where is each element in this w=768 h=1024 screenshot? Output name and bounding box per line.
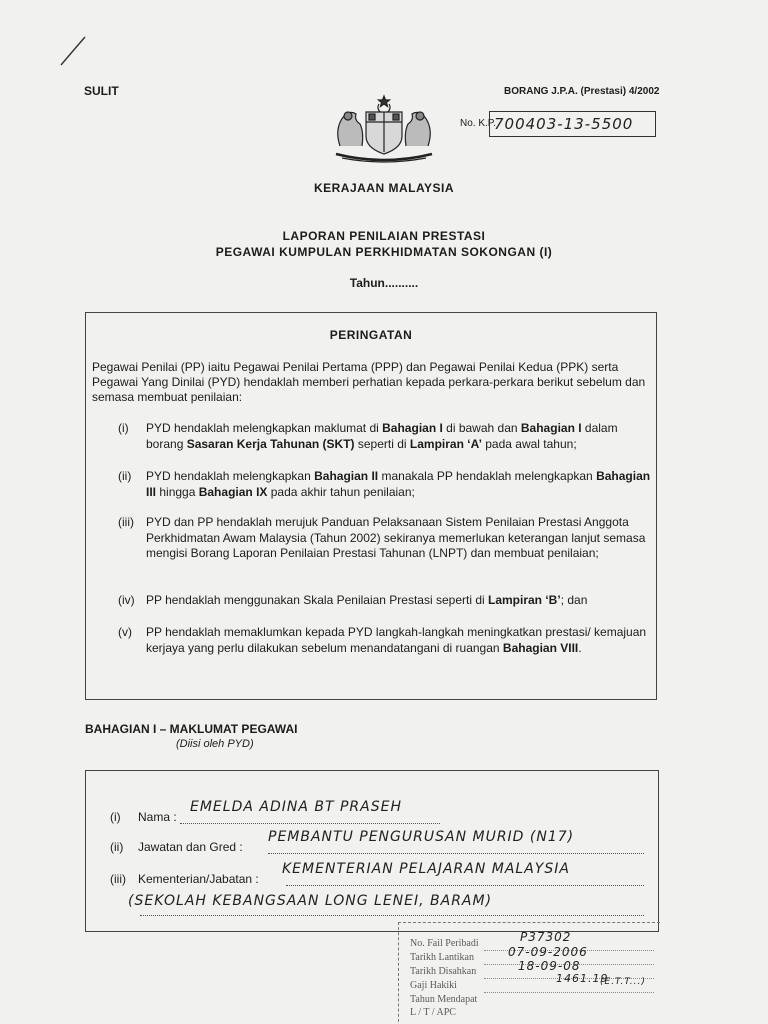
warning-item-number: (i) xyxy=(118,421,129,435)
warning-item-text: PP hendaklah menggunakan Skala Penilaian Prestasi seperti di Lampiran ‘B’; dan xyxy=(146,593,588,607)
warning-item-number: (iv) xyxy=(118,593,135,607)
warning-item-number: (iii) xyxy=(118,515,134,529)
name-field-line xyxy=(180,823,440,824)
name-field[interactable]: EMELDA ADINA BT PRASEH xyxy=(190,799,402,815)
warning-item-number: (ii) xyxy=(118,469,132,483)
report-title: LAPORAN PENILAIAN PRESTASI xyxy=(282,229,486,243)
report-subtitle: PEGAWAI KUMPULAN PERKHIDMATAN SOKONGAN (I) xyxy=(215,245,553,259)
classification-label: SULIT xyxy=(84,84,119,98)
warning-intro: Pegawai Penilai (PP) iaitu Pegawai Penilai Pertama (PPP) dan Pegawai Penilai Kedua (PPK) serta Pegawai Yang Dinilai (PYD) hendaklah memberi perhatian kepada perkara-perkara berikut sebelum dan semasa membuat penilaian: xyxy=(92,360,646,404)
field-number: (iii) xyxy=(110,872,126,886)
ministry-continuation-line xyxy=(140,915,644,916)
office-label: Gaji Hakiki xyxy=(410,980,457,991)
salary-value: 1461.19 xyxy=(556,972,609,985)
year-field: Tahun.......... xyxy=(349,276,419,290)
section-note: (Diisi oleh PYD) xyxy=(176,738,254,750)
coat-of-arms-icon xyxy=(322,94,446,164)
confirmation-date-value: 18-09-08 xyxy=(518,959,581,973)
office-label: Tahun Mendapat xyxy=(410,994,478,1005)
file-number-value: P37302 xyxy=(520,930,572,944)
ministry-line xyxy=(286,885,644,886)
warning-item-text: PYD dan PP hendaklah merujuk Panduan Pelaksanaan Sistem Penilaian Prestasi Anggota Perkhidmatan Awam Malaysia (Tahun 2002) sekiranya memerlukan keterangan lanjut semasa mengisi Borang Laporan Penilaian Prestasi Tahunan (LNPT) dan membuat penilaian; xyxy=(146,515,646,560)
pen-stroke-mark xyxy=(58,34,88,68)
office-label: L / T / APC xyxy=(410,1007,456,1018)
office-label: No. Fail Peribadi xyxy=(410,938,479,949)
form-code: BORANG J.P.A. (Prestasi) 4/2002 xyxy=(504,86,660,97)
warning-heading: PERINGATAN xyxy=(329,328,413,342)
name-label: Nama : xyxy=(138,810,177,824)
office-label: Tarikh Lantikan xyxy=(410,952,474,963)
office-label: Tarikh Disahkan xyxy=(410,966,477,977)
appointment-date-value: 07-09-2006 xyxy=(508,945,588,959)
warning-item-number: (v) xyxy=(118,625,132,639)
ministry-field[interactable]: KEMENTERIAN PELAJARAN MALAYSIA xyxy=(282,861,570,877)
ministry-label: Kementerian/Jabatan : xyxy=(138,872,259,886)
ministry-continuation-field[interactable]: (SEKOLAH KEBANGSAAN LONG LENEI, BARAM) xyxy=(128,893,493,909)
position-grade-field[interactable]: PEMBANTU PENGURUSAN MURID (N17) xyxy=(268,829,575,845)
kp-label: No. K.P. xyxy=(460,118,496,129)
position-grade-label: Jawatan dan Gred : xyxy=(138,840,243,854)
kp-value: 700403-13-5500 xyxy=(494,115,634,133)
field-number: (ii) xyxy=(110,840,124,854)
warning-item-text: PYD hendaklah melengkapkan Bahagian II manakala PP hendaklah melengkapkan Bahagian III hingga Bahagian IX pada akhir tahun penilaian; xyxy=(146,469,651,499)
section-heading: BAHAGIAN I – MAKLUMAT PEGAWAI xyxy=(85,722,298,736)
position-grade-line xyxy=(268,853,644,854)
field-number: (i) xyxy=(110,810,121,824)
office-field-line xyxy=(484,992,654,993)
government-title: KERAJAAN MALAYSIA xyxy=(313,181,455,195)
warning-item-text: PP hendaklah memaklumkan kepada PYD langkah-langkah meningkatkan prestasi/ kemajuan kerjaya yang perlu dilakukan sebelum menandatangani di ruangan Bahagian VIII. xyxy=(146,625,647,655)
warning-item-text: PYD hendaklah melengkapkan maklumat di Bahagian I di bawah dan Bahagian I dalam borang Sasaran Kerja Tahunan (SKT) seperti di Lampiran ‘A’ pada awal tahun; xyxy=(146,421,618,451)
salary-note: (E.T.T...) xyxy=(600,977,646,987)
